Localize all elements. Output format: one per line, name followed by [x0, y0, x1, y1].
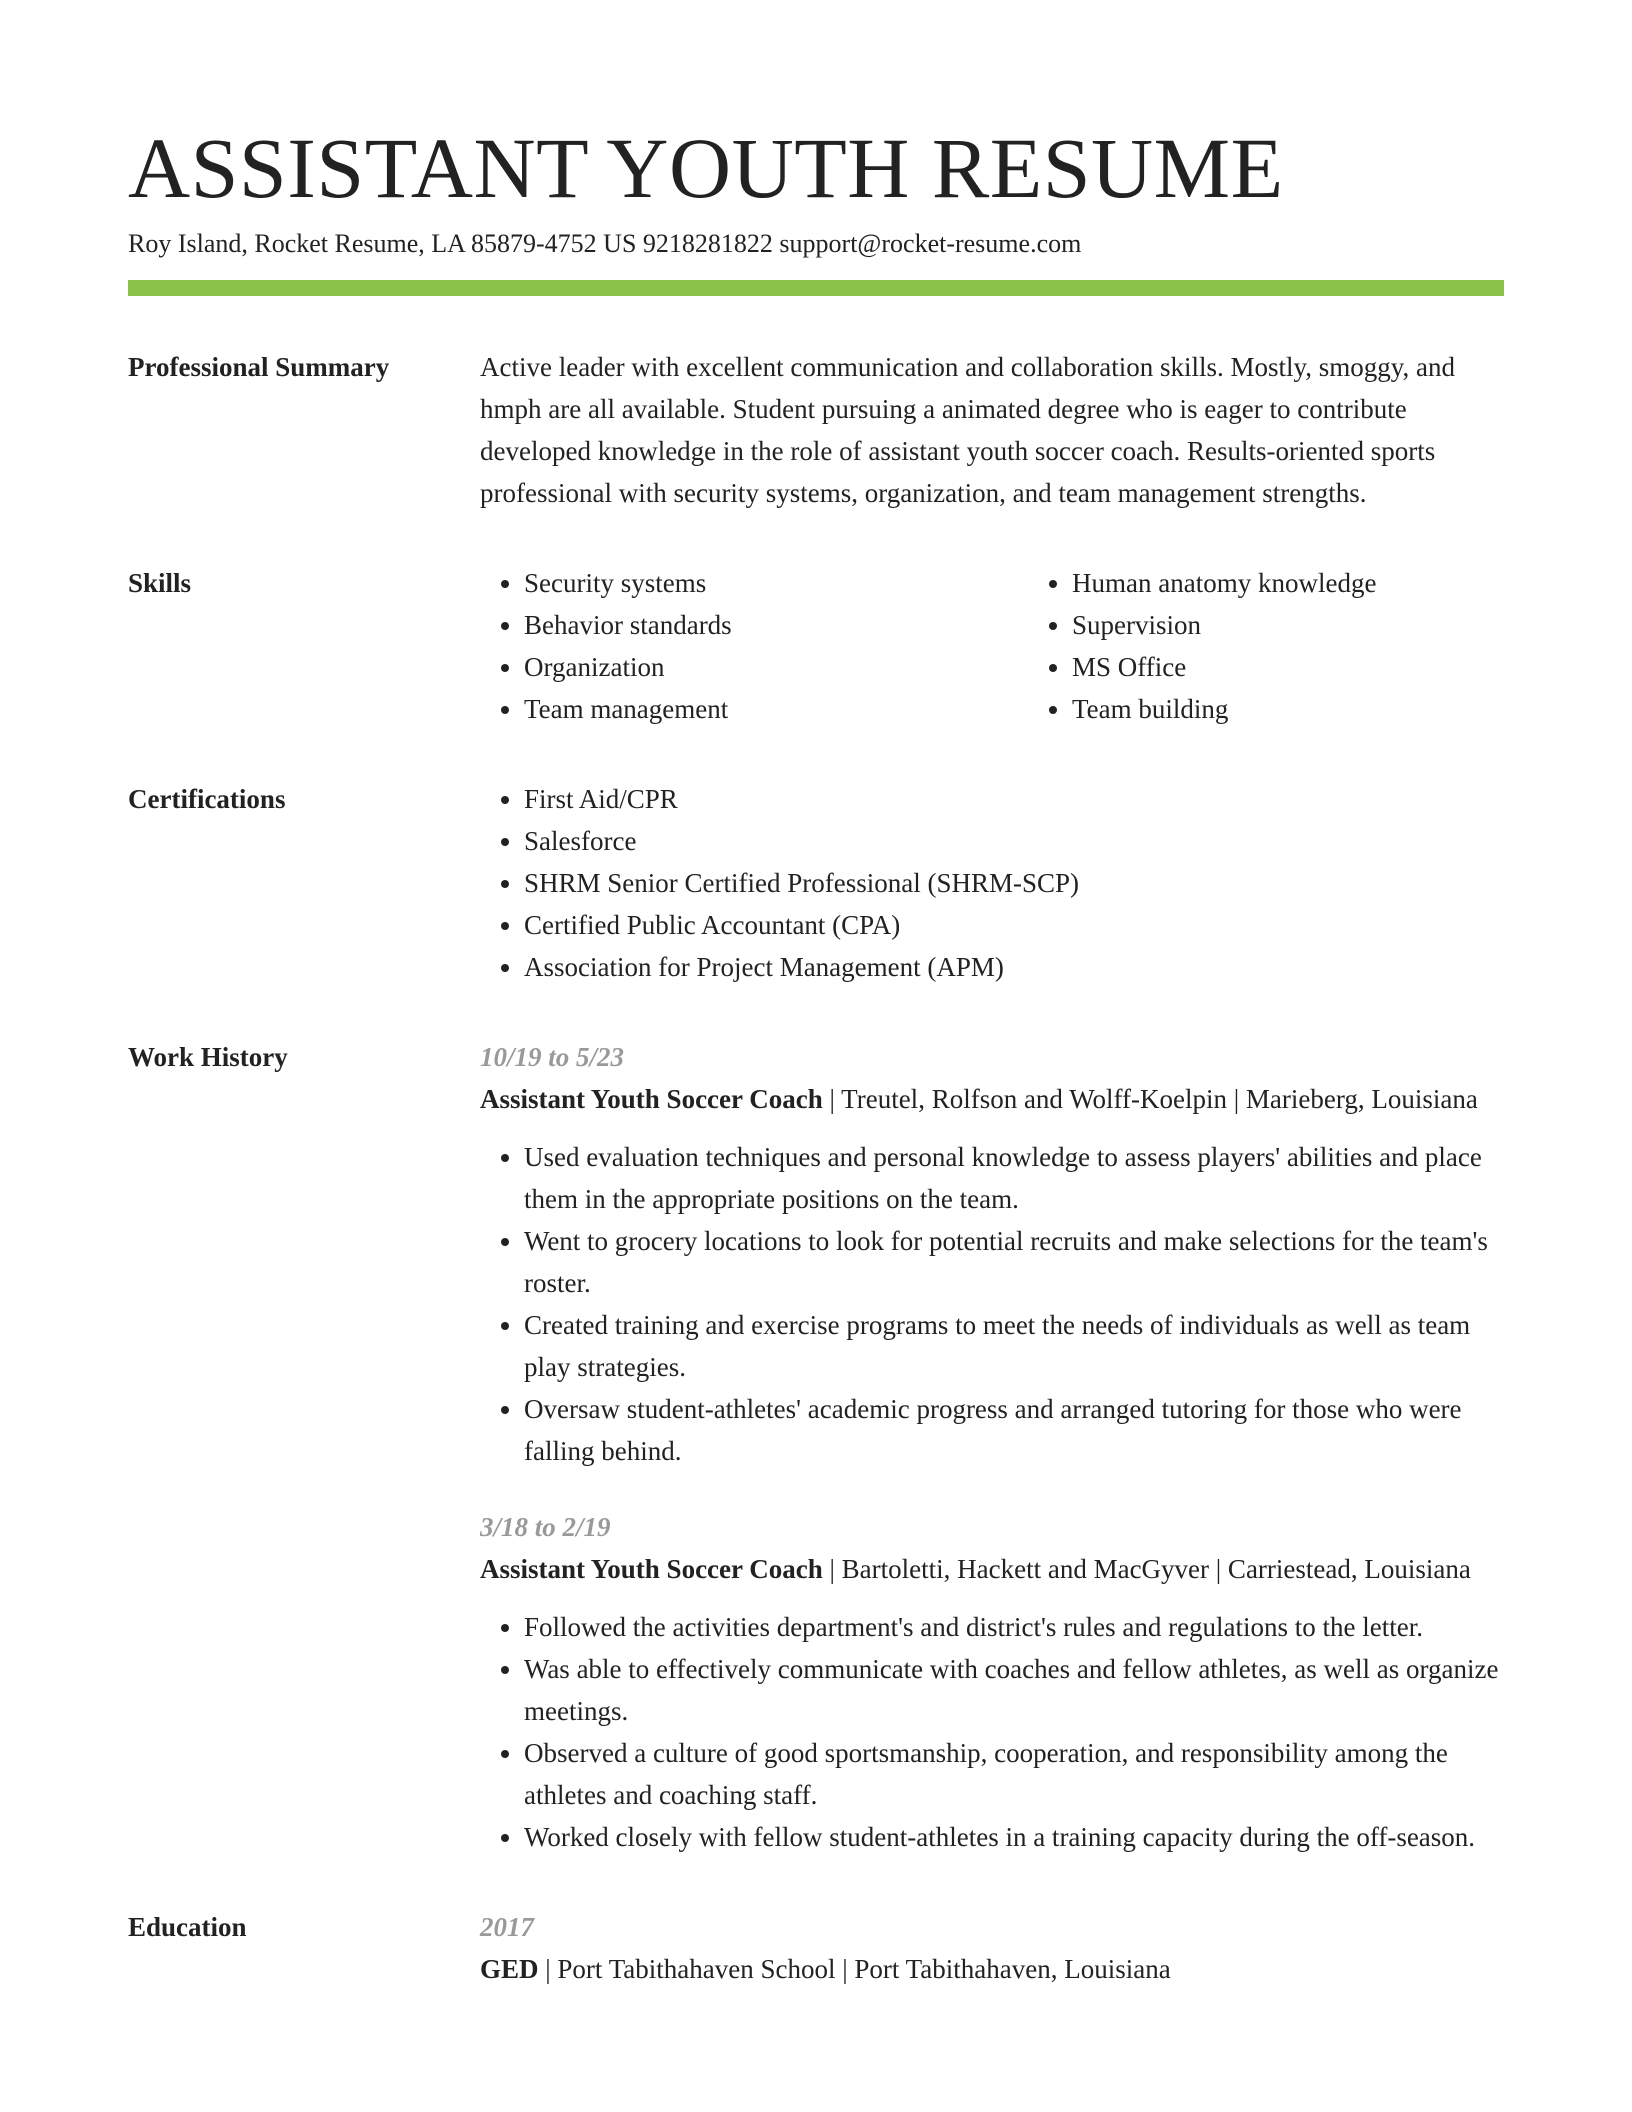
job-dates: 3/18 to 2/19 — [480, 1512, 611, 1542]
section-skills — [128, 562, 1504, 730]
contact-line — [128, 226, 1504, 262]
section-label-skills: Skills — [128, 568, 192, 598]
job-bullet: • Went to grocery locations to look for potential recruits and make selections for the team's roster. — [524, 1220, 1504, 1304]
section-label-summary: Professional Summary — [128, 352, 390, 382]
job-bullets — [480, 1606, 1504, 1858]
job-entry — [480, 1036, 1504, 1472]
certifications-list — [480, 778, 1504, 988]
section-work-history — [128, 1036, 1504, 1858]
job-bullet: • Created training and exercise programs to meet the needs of individuals as well as team play strategies. — [524, 1304, 1504, 1388]
skills-list-right — [1028, 562, 1576, 730]
skill-item: • Behavior standards — [524, 604, 1028, 646]
summary-text: Active leader with excellent communication and collaboration skills. Mostly, smoggy, and hmph are all available. Student pursuing a animated degree who is eager to contribute developed knowledge in the role of assistant youth soccer coach. Results-oriented sports professional with security systems, organization, and team management strengths. — [480, 352, 1456, 508]
section-label-work-history: Work History — [128, 1042, 288, 1072]
skill-item: • Security systems — [524, 562, 1028, 604]
skills-body — [480, 562, 1576, 730]
summary-body — [480, 346, 1504, 514]
education-body — [480, 1906, 1504, 1990]
skill-item: • Supervision — [1072, 604, 1576, 646]
education-details: | Port Tabithahaven School | Port Tabithahaven, Louisiana — [538, 1954, 1171, 1984]
job-details: | Bartoletti, Hackett and MacGyver | Carriestead, Louisiana — [822, 1554, 1471, 1584]
education-heading — [480, 1948, 1504, 1990]
job-bullet: • Followed the activities department's and district's rules and regulations to the letter. — [524, 1606, 1504, 1648]
certification-item: • Association for Project Management (APM) — [524, 946, 1504, 988]
work-history-body — [480, 1036, 1504, 1858]
job-bullets — [480, 1136, 1504, 1472]
header-divider — [128, 280, 1504, 296]
resume-page — [128, 118, 1504, 1990]
contact-email: support@rocket-resume.com — [779, 229, 1082, 258]
resume-title: ASSISTANT YOUTH RESUME — [128, 120, 1284, 216]
section-professional-summary — [128, 346, 1504, 514]
contact-address: Roy Island, Rocket Resume, LA 85879-4752 US — [128, 229, 637, 258]
section-label-certifications: Certifications — [128, 784, 286, 814]
certification-item: • SHRM Senior Certified Professional (SHRM-SCP) — [524, 862, 1504, 904]
section-label-education: Education — [128, 1912, 247, 1942]
skill-item: • Team management — [524, 688, 1028, 730]
job-entry — [480, 1506, 1504, 1858]
job-bullet: • Used evaluation techniques and personal knowledge to assess players' abilities and place them in the appropriate positions on the team. — [524, 1136, 1504, 1220]
job-title: Assistant Youth Soccer Coach — [480, 1554, 823, 1584]
job-bullet: • Worked closely with fellow student-athletes in a training capacity during the off-season. — [524, 1816, 1504, 1858]
skill-item: • MS Office — [1072, 646, 1576, 688]
skills-list-left — [480, 562, 1028, 730]
job-bullet: • Observed a culture of good sportsmanship, cooperation, and responsibility among the athletes and coaching staff. — [524, 1732, 1504, 1816]
job-heading — [480, 1078, 1504, 1120]
section-certifications — [128, 778, 1504, 988]
job-heading — [480, 1548, 1504, 1590]
job-dates: 10/19 to 5/23 — [480, 1042, 625, 1072]
certification-item: • Certified Public Accountant (CPA) — [524, 904, 1504, 946]
education-year: 2017 — [480, 1912, 534, 1942]
job-details: | Treutel, Rolfson and Wolff-Koelpin | Marieberg, Louisiana — [822, 1084, 1478, 1114]
education-degree: GED — [480, 1954, 539, 1984]
job-bullet: • Oversaw student-athletes' academic progress and arranged tutoring for those who were falling behind. — [524, 1388, 1504, 1472]
section-education — [128, 1906, 1504, 1990]
contact-phone: 9218281822 — [642, 229, 773, 258]
skills-columns — [480, 562, 1576, 730]
certifications-body — [480, 778, 1504, 988]
certification-item: • Salesforce — [524, 820, 1504, 862]
certification-item: • First Aid/CPR — [524, 778, 1504, 820]
job-bullet: • Was able to effectively communicate with coaches and fellow athletes, as well as organize meetings. — [524, 1648, 1504, 1732]
skill-item: • Team building — [1072, 688, 1576, 730]
job-title: Assistant Youth Soccer Coach — [480, 1084, 823, 1114]
skill-item: • Human anatomy knowledge — [1072, 562, 1576, 604]
skill-item: • Organization — [524, 646, 1028, 688]
